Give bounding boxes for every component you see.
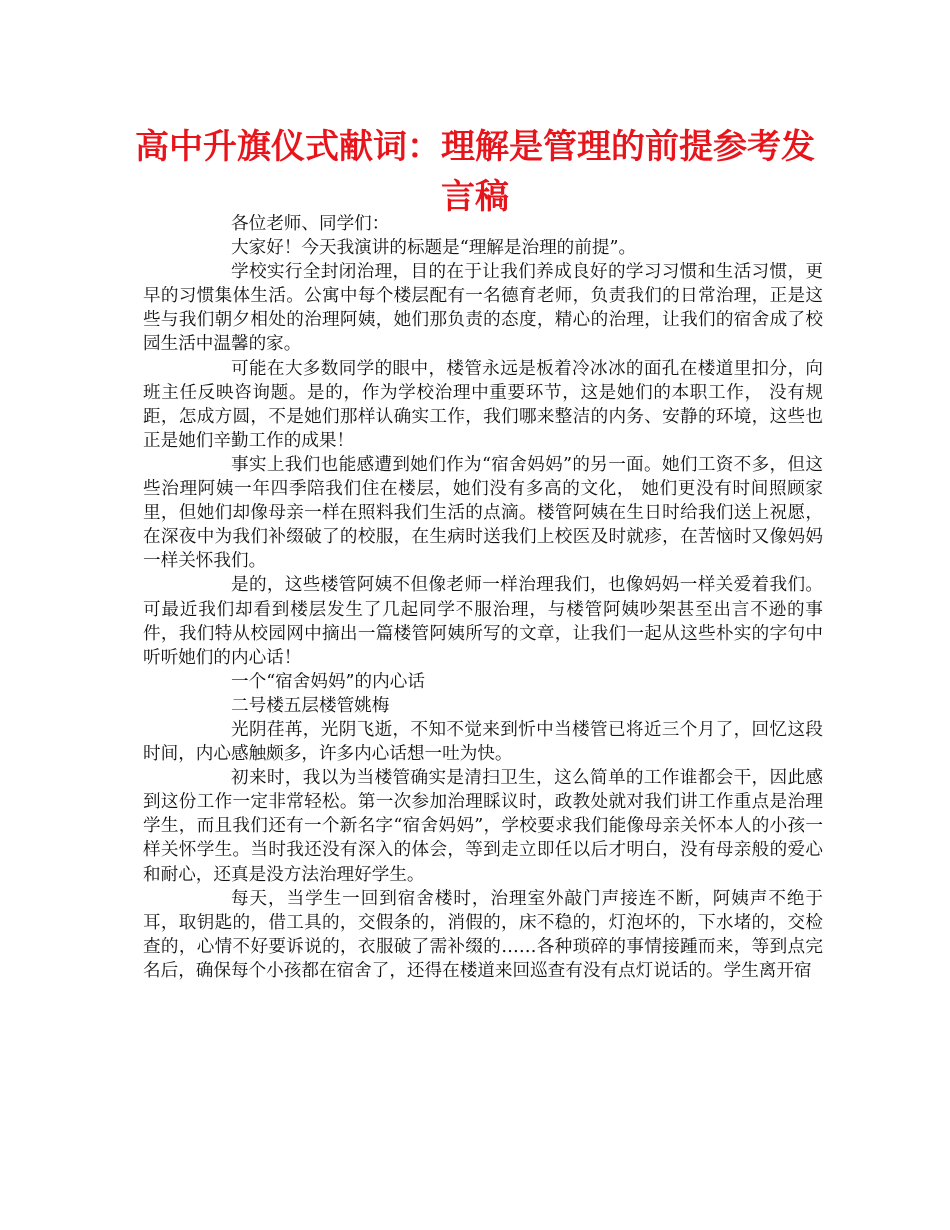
document-title: 高中升旗仪式献词：理解是管理的前提参考发言稿 — [135, 127, 815, 217]
paragraph: 初来时，我以为当楼管确实是清扫卫生，这么简单的工作谁都会干，因此感到这份工作一定非常轻松。第一次参加治理睬议时，政教处就对我们讲工作重点是治理学生，而且我们还有一个新名字“宿舍妈妈”，学校要求我们能像母亲关怀本人的小孩一样关怀学生。当时我还没有深入的体会，等到走立即任以后才明白，没有母亲般的爱心和耐心，还真是没方法治理好学生。 — [143, 768, 823, 885]
paragraph: 光阴荏苒，光阴飞逝，不知不觉来到忻中当楼管已将近三个月了，回忆这段时间，内心感触颇多，许多内心话想一吐为快。 — [143, 719, 823, 765]
paragraph: 学校实行全封闭治理，目的在于让我们养成良好的学习习惯和生活习惯，更早的习惯集体生活。公寓中每个楼层配有一名德育老师，负责我们的日常治理，正是这些与我们朝夕相处的治理阿姨，她们那负责的态度，精心的治理，让我们的宿舍成了校园生活中温馨的家。 — [143, 262, 823, 355]
paragraph: 是的，这些楼管阿姨不但像老师一样治理我们，也像妈妈一样关爱着我们。可最近我们却看到楼层发生了几起同学不服治理，与楼管阿姨吵架甚至出言不逊的事件，我们特从校园网中摘出一篇楼管阿姨所写的文章，让我们一起从这些朴实的字句中听听她们的内心话！ — [143, 575, 823, 668]
article-author: 二号楼五层楼管姚梅 — [231, 695, 390, 716]
paragraph: 事实上我们也能感遭到她们作为“宿舍妈妈”的另一面。她们工资不多，但这些治理阿姨一年四季陪我们住在楼层，她们没有多高的文化， 她们更没有时间照顾家里，但她们却像母亲一样在照料我们生活的点滴。楼管阿姨在生日时给我们送上祝愿，在深夜中为我们补缀破了的校服，在生病时送我们上校医及时就疹，在苦恼时又像妈妈一样关怀我们。 — [143, 454, 823, 572]
paragraph: 每天，当学生一回到宿舍楼时，治理室外敲门声接连不断，阿姨声不绝于耳，取钥匙的，借工具的，交假条的，消假的，床不稳的，灯泡坏的，下水堵的，交检查的，心情不好要诉说的，衣服破了需补缀的……各种琐碎的事情接踵而来，等到点完名后，确保每个小孩都在宿舍了，还得在楼道来回巡查有没有点灯说话的。学生离开宿 — [143, 888, 823, 981]
greeting: 大家好！今天我演讲的标题是“理解是治理的前提”。 — [231, 238, 637, 259]
article-title: 一个“宿舍妈妈”的内心话 — [231, 671, 425, 692]
paragraph: 可能在大多数同学的眼中，楼管永远是板着冷冰冰的面孔在楼道里扣分，向班主任反映咨询题。是的，作为学校治理中重要环节，这是她们的本职工作， 没有规距，怎成方圆，不是她们那样认确实工作，我们哪来整洁的内务、安静的环境，这些也正是她们辛勤工作的成果！ — [143, 358, 823, 451]
salutation: 各位老师、同学们： — [231, 214, 390, 234]
document-body — [143, 212, 823, 983]
